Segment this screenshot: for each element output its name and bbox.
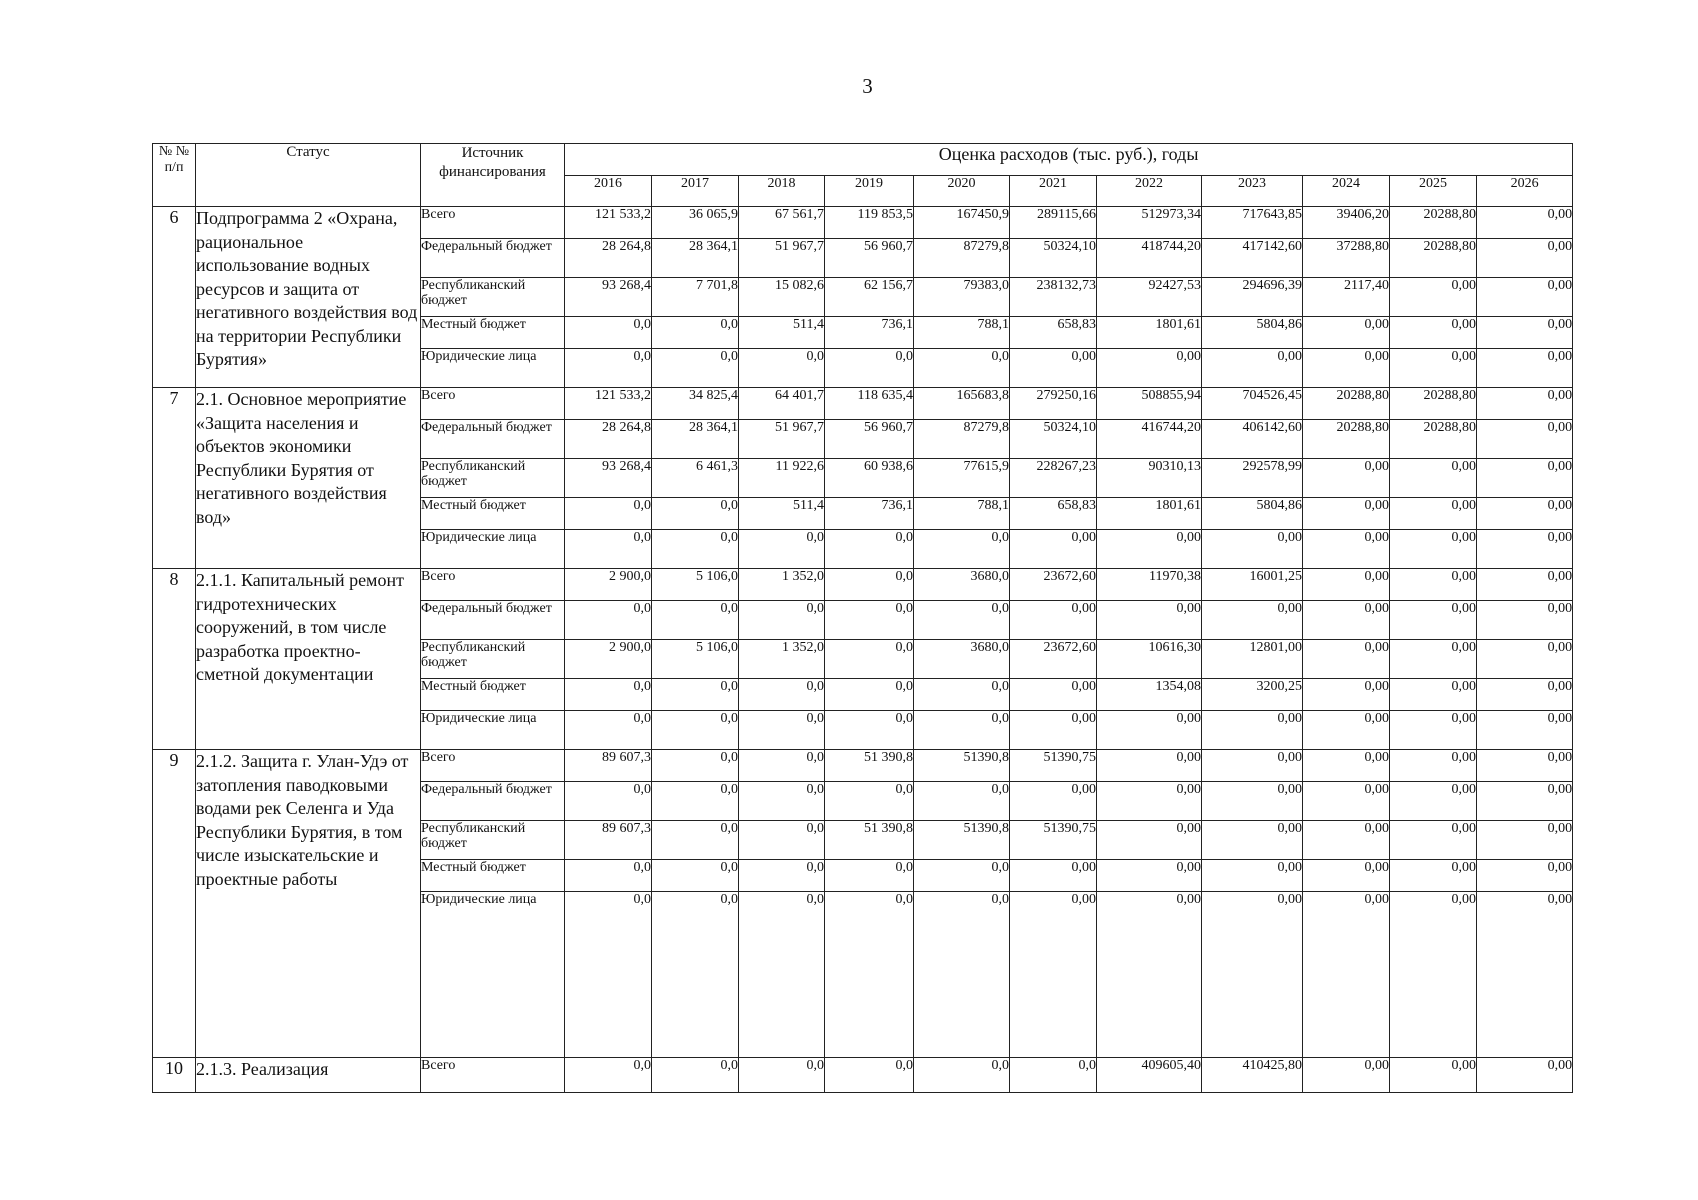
value-cell: 0,0 (565, 530, 652, 569)
value-cell: 736,1 (825, 317, 914, 349)
year-header: 2023 (1202, 176, 1303, 207)
funding-source-cell: Всего (421, 207, 565, 239)
value-cell: 23672,60 (1010, 640, 1097, 679)
value-cell: 0,0 (1010, 1058, 1097, 1093)
value-cell: 0,00 (1010, 892, 1097, 1058)
value-cell: 0,0 (652, 601, 739, 640)
value-cell: 37288,80 (1303, 239, 1390, 278)
value-cell: 0,0 (652, 860, 739, 892)
funding-source-cell: Всего (421, 388, 565, 420)
value-cell: 0,00 (1202, 530, 1303, 569)
value-cell: 0,00 (1390, 459, 1477, 498)
value-cell: 121 533,2 (565, 207, 652, 239)
value-cell: 0,0 (825, 892, 914, 1058)
value-cell: 0,0 (914, 711, 1010, 750)
value-cell: 119 853,5 (825, 207, 914, 239)
value-cell: 3200,25 (1202, 679, 1303, 711)
year-header: 2017 (652, 176, 739, 207)
value-cell: 51 390,8 (825, 821, 914, 860)
value-cell: 0,00 (1303, 349, 1390, 388)
value-cell: 0,0 (739, 530, 825, 569)
value-cell: 28 264,8 (565, 239, 652, 278)
value-cell: 2 900,0 (565, 640, 652, 679)
value-cell: 0,0 (914, 679, 1010, 711)
status-cell: 2.1.1. Капитальный ремонт гидротехнических сооружений, в том числе разработка проектно-сметной документации (196, 569, 421, 750)
funding-source-cell: Местный бюджет (421, 317, 565, 349)
value-cell: 0,0 (825, 679, 914, 711)
value-cell: 0,0 (739, 782, 825, 821)
col-header-estimate: Оценка расходов (тыс. руб.), годы (565, 144, 1573, 176)
value-cell: 0,00 (1390, 278, 1477, 317)
value-cell: 0,0 (565, 498, 652, 530)
value-cell: 118 635,4 (825, 388, 914, 420)
value-cell: 512973,34 (1097, 207, 1202, 239)
value-cell: 0,00 (1390, 892, 1477, 1058)
col-header-status: Статус (196, 144, 421, 207)
value-cell: 511,4 (739, 498, 825, 530)
value-cell: 1354,08 (1097, 679, 1202, 711)
value-cell: 0,0 (652, 711, 739, 750)
value-cell: 28 364,1 (652, 420, 739, 459)
funding-source-cell: Республиканский бюджет (421, 640, 565, 679)
col-header-number: № № п/п (153, 144, 196, 207)
funding-source-cell: Федеральный бюджет (421, 601, 565, 640)
value-cell: 0,0 (914, 782, 1010, 821)
value-cell: 0,0 (739, 679, 825, 711)
value-cell: 0,00 (1097, 782, 1202, 821)
value-cell: 717643,85 (1202, 207, 1303, 239)
value-cell: 77615,9 (914, 459, 1010, 498)
value-cell: 0,00 (1303, 317, 1390, 349)
value-cell: 0,00 (1390, 711, 1477, 750)
value-cell: 0,00 (1010, 601, 1097, 640)
value-cell: 0,00 (1390, 750, 1477, 782)
value-cell: 0,0 (825, 569, 914, 601)
value-cell: 67 561,7 (739, 207, 825, 239)
value-cell: 167450,9 (914, 207, 1010, 239)
funding-source-cell: Всего (421, 569, 565, 601)
value-cell: 416744,20 (1097, 420, 1202, 459)
value-cell: 0,00 (1303, 860, 1390, 892)
value-cell: 51390,8 (914, 821, 1010, 860)
value-cell: 28 364,1 (652, 239, 739, 278)
value-cell: 0,00 (1390, 349, 1477, 388)
value-cell: 0,00 (1202, 892, 1303, 1058)
value-cell: 0,00 (1097, 601, 1202, 640)
value-cell: 0,00 (1303, 601, 1390, 640)
col-header-source: Источник финансирования (421, 144, 565, 207)
value-cell: 62 156,7 (825, 278, 914, 317)
value-cell: 0,00 (1477, 569, 1573, 601)
value-cell: 0,0 (914, 1058, 1010, 1093)
value-cell: 0,0 (652, 1058, 739, 1093)
funding-source-cell: Юридические лица (421, 530, 565, 569)
value-cell: 11 922,6 (739, 459, 825, 498)
value-cell: 0,0 (914, 349, 1010, 388)
value-cell: 0,00 (1097, 821, 1202, 860)
value-cell: 51390,75 (1010, 821, 1097, 860)
funding-source-cell: Республиканский бюджет (421, 821, 565, 860)
value-cell: 50324,10 (1010, 239, 1097, 278)
value-cell: 0,0 (565, 860, 652, 892)
value-cell: 56 960,7 (825, 239, 914, 278)
value-cell: 0,00 (1477, 420, 1573, 459)
value-cell: 0,0 (652, 750, 739, 782)
value-cell: 0,0 (565, 1058, 652, 1093)
value-cell: 0,00 (1202, 860, 1303, 892)
value-cell: 736,1 (825, 498, 914, 530)
value-cell: 228267,23 (1010, 459, 1097, 498)
value-cell: 0,00 (1477, 317, 1573, 349)
funding-source-cell: Всего (421, 1058, 565, 1093)
value-cell: 0,0 (565, 782, 652, 821)
value-cell: 20288,80 (1303, 420, 1390, 459)
value-cell: 93 268,4 (565, 459, 652, 498)
value-cell: 0,0 (739, 1058, 825, 1093)
value-cell: 0,0 (825, 601, 914, 640)
value-cell: 0,00 (1097, 860, 1202, 892)
value-cell: 0,0 (565, 679, 652, 711)
value-cell: 0,0 (652, 498, 739, 530)
value-cell: 418744,20 (1097, 239, 1202, 278)
value-cell: 0,0 (914, 601, 1010, 640)
value-cell: 0,00 (1202, 782, 1303, 821)
funding-source-cell: Республиканский бюджет (421, 459, 565, 498)
value-cell: 165683,8 (914, 388, 1010, 420)
value-cell: 409605,40 (1097, 1058, 1202, 1093)
value-cell: 87279,8 (914, 420, 1010, 459)
value-cell: 0,0 (825, 860, 914, 892)
value-cell: 89 607,3 (565, 750, 652, 782)
header-row (153, 144, 1573, 176)
value-cell: 0,0 (825, 640, 914, 679)
value-cell: 292578,99 (1202, 459, 1303, 498)
value-cell: 20288,80 (1390, 388, 1477, 420)
value-cell: 0,00 (1097, 892, 1202, 1058)
value-cell: 0,0 (914, 860, 1010, 892)
value-cell: 39406,20 (1303, 207, 1390, 239)
value-cell: 0,00 (1477, 530, 1573, 569)
value-cell: 0,0 (825, 349, 914, 388)
year-header: 2020 (914, 176, 1010, 207)
value-cell: 0,00 (1010, 349, 1097, 388)
value-cell: 658,83 (1010, 317, 1097, 349)
value-cell: 0,00 (1477, 239, 1573, 278)
value-cell: 0,0 (652, 679, 739, 711)
value-cell: 658,83 (1010, 498, 1097, 530)
value-cell: 406142,60 (1202, 420, 1303, 459)
value-cell: 51390,75 (1010, 750, 1097, 782)
value-cell: 51 390,8 (825, 750, 914, 782)
value-cell: 5804,86 (1202, 498, 1303, 530)
value-cell: 0,00 (1202, 349, 1303, 388)
value-cell: 238132,73 (1010, 278, 1097, 317)
value-cell: 3680,0 (914, 640, 1010, 679)
value-cell: 0,0 (652, 530, 739, 569)
status-cell: Подпрограмма 2 «Охрана, рациональное использование водных ресурсов и защита от негативного воздействия вод на территории Республики Бурятия» (196, 207, 421, 388)
value-cell: 0,00 (1010, 679, 1097, 711)
year-header: 2019 (825, 176, 914, 207)
funding-source-cell: Юридические лица (421, 349, 565, 388)
value-cell: 0,00 (1477, 498, 1573, 530)
value-cell: 0,00 (1390, 782, 1477, 821)
value-cell: 0,0 (565, 892, 652, 1058)
value-cell: 1 352,0 (739, 569, 825, 601)
value-cell: 0,00 (1202, 750, 1303, 782)
value-cell: 0,00 (1390, 317, 1477, 349)
value-cell: 0,0 (565, 349, 652, 388)
value-cell: 0,0 (739, 892, 825, 1058)
value-cell: 508855,94 (1097, 388, 1202, 420)
value-cell: 79383,0 (914, 278, 1010, 317)
budget-table (152, 143, 1573, 1093)
value-cell: 0,0 (652, 782, 739, 821)
value-cell: 11970,38 (1097, 569, 1202, 601)
value-cell: 90310,13 (1097, 459, 1202, 498)
value-cell: 10616,30 (1097, 640, 1202, 679)
value-cell: 0,00 (1477, 711, 1573, 750)
value-cell: 0,00 (1477, 278, 1573, 317)
value-cell: 36 065,9 (652, 207, 739, 239)
value-cell: 1801,61 (1097, 498, 1202, 530)
value-cell: 0,0 (652, 349, 739, 388)
funding-source-cell: Федеральный бюджет (421, 420, 565, 459)
value-cell: 0,00 (1303, 1058, 1390, 1093)
value-cell: 0,00 (1390, 679, 1477, 711)
value-cell: 0,00 (1477, 860, 1573, 892)
value-cell: 0,00 (1303, 892, 1390, 1058)
value-cell: 0,0 (914, 892, 1010, 1058)
value-cell: 0,0 (565, 601, 652, 640)
status-cell: 2.1.2. Защита г. Улан-Удэ от затопления паводковыми водами рек Селенга и Уда Республики Бурятия, в том числе изыскательские и проектные работы (196, 750, 421, 1058)
value-cell: 0,0 (739, 601, 825, 640)
value-cell: 20288,80 (1390, 420, 1477, 459)
value-cell: 0,00 (1010, 530, 1097, 569)
row-number: 7 (153, 388, 196, 569)
value-cell: 0,00 (1303, 782, 1390, 821)
row-number: 8 (153, 569, 196, 750)
value-cell: 788,1 (914, 317, 1010, 349)
value-cell: 5804,86 (1202, 317, 1303, 349)
value-cell: 0,00 (1303, 569, 1390, 601)
value-cell: 0,00 (1303, 679, 1390, 711)
value-cell: 1 352,0 (739, 640, 825, 679)
row-number: 6 (153, 207, 196, 388)
value-cell: 0,00 (1477, 349, 1573, 388)
value-cell: 0,0 (739, 711, 825, 750)
value-cell: 0,00 (1477, 459, 1573, 498)
value-cell: 64 401,7 (739, 388, 825, 420)
value-cell: 92427,53 (1097, 278, 1202, 317)
value-cell: 0,00 (1477, 750, 1573, 782)
year-header: 2025 (1390, 176, 1477, 207)
year-header: 2024 (1303, 176, 1390, 207)
value-cell: 20288,80 (1303, 388, 1390, 420)
funding-source-cell: Федеральный бюджет (421, 239, 565, 278)
value-cell: 0,00 (1097, 711, 1202, 750)
value-cell: 511,4 (739, 317, 825, 349)
funding-source-cell: Местный бюджет (421, 679, 565, 711)
value-cell: 0,00 (1477, 640, 1573, 679)
value-cell: 0,00 (1390, 860, 1477, 892)
value-cell: 0,00 (1477, 1058, 1573, 1093)
value-cell: 12801,00 (1202, 640, 1303, 679)
value-cell: 0,00 (1390, 640, 1477, 679)
value-cell: 0,0 (652, 821, 739, 860)
year-header: 2018 (739, 176, 825, 207)
value-cell: 87279,8 (914, 239, 1010, 278)
value-cell: 0,0 (914, 530, 1010, 569)
value-cell: 0,00 (1477, 782, 1573, 821)
funding-source-cell: Всего (421, 750, 565, 782)
page-number: 3 (862, 74, 873, 98)
value-cell: 51390,8 (914, 750, 1010, 782)
value-cell: 0,0 (739, 860, 825, 892)
funding-source-cell: Юридические лица (421, 892, 565, 1058)
value-cell: 16001,25 (1202, 569, 1303, 601)
value-cell: 0,00 (1303, 711, 1390, 750)
value-cell: 6 461,3 (652, 459, 739, 498)
value-cell: 0,00 (1303, 821, 1390, 860)
row-number: 9 (153, 750, 196, 1058)
status-cell: 2.1.3. Реализация (196, 1058, 421, 1093)
value-cell: 0,0 (739, 349, 825, 388)
table-body (153, 207, 1573, 1093)
table-row (153, 207, 1573, 239)
value-cell: 7 701,8 (652, 278, 739, 317)
value-cell: 279250,16 (1010, 388, 1097, 420)
value-cell: 5 106,0 (652, 640, 739, 679)
value-cell: 0,00 (1477, 388, 1573, 420)
value-cell: 289115,66 (1010, 207, 1097, 239)
value-cell: 0,0 (739, 750, 825, 782)
value-cell: 294696,39 (1202, 278, 1303, 317)
value-cell: 0,0 (825, 711, 914, 750)
value-cell: 3680,0 (914, 569, 1010, 601)
value-cell: 51 967,7 (739, 420, 825, 459)
value-cell: 0,00 (1390, 821, 1477, 860)
year-header: 2021 (1010, 176, 1097, 207)
value-cell: 1801,61 (1097, 317, 1202, 349)
value-cell: 0,00 (1390, 498, 1477, 530)
year-header: 2022 (1097, 176, 1202, 207)
value-cell: 89 607,3 (565, 821, 652, 860)
value-cell: 2117,40 (1303, 278, 1390, 317)
value-cell: 0,00 (1097, 530, 1202, 569)
funding-source-cell: Федеральный бюджет (421, 782, 565, 821)
value-cell: 0,00 (1390, 1058, 1477, 1093)
table-row (153, 388, 1573, 420)
value-cell: 20288,80 (1390, 207, 1477, 239)
value-cell: 0,0 (825, 1058, 914, 1093)
value-cell: 51 967,7 (739, 239, 825, 278)
row-number: 10 (153, 1058, 196, 1093)
value-cell: 0,00 (1097, 349, 1202, 388)
funding-source-cell: Местный бюджет (421, 498, 565, 530)
year-header: 2016 (565, 176, 652, 207)
value-cell: 28 264,8 (565, 420, 652, 459)
value-cell: 0,0 (825, 782, 914, 821)
value-cell: 121 533,2 (565, 388, 652, 420)
value-cell: 23672,60 (1010, 569, 1097, 601)
funding-source-cell: Местный бюджет (421, 860, 565, 892)
value-cell: 0,00 (1202, 711, 1303, 750)
year-header: 2026 (1477, 176, 1573, 207)
value-cell: 0,00 (1303, 640, 1390, 679)
value-cell: 788,1 (914, 498, 1010, 530)
value-cell: 0,0 (652, 892, 739, 1058)
value-cell: 20288,80 (1390, 239, 1477, 278)
value-cell: 0,0 (739, 821, 825, 860)
value-cell: 0,00 (1390, 569, 1477, 601)
value-cell: 0,00 (1202, 821, 1303, 860)
value-cell: 15 082,6 (739, 278, 825, 317)
value-cell: 0,00 (1202, 601, 1303, 640)
value-cell: 93 268,4 (565, 278, 652, 317)
value-cell: 50324,10 (1010, 420, 1097, 459)
table-row (153, 1058, 1573, 1093)
value-cell: 0,00 (1477, 821, 1573, 860)
value-cell: 0,00 (1303, 530, 1390, 569)
table-row (153, 750, 1573, 782)
value-cell: 0,00 (1390, 530, 1477, 569)
value-cell: 0,00 (1303, 459, 1390, 498)
value-cell: 2 900,0 (565, 569, 652, 601)
value-cell: 417142,60 (1202, 239, 1303, 278)
value-cell: 0,0 (565, 317, 652, 349)
value-cell: 0,00 (1303, 498, 1390, 530)
funding-source-cell: Республиканский бюджет (421, 278, 565, 317)
value-cell: 0,00 (1010, 711, 1097, 750)
value-cell: 0,0 (825, 530, 914, 569)
funding-source-cell: Юридические лица (421, 711, 565, 750)
value-cell: 0,00 (1303, 750, 1390, 782)
value-cell: 0,00 (1477, 601, 1573, 640)
value-cell: 0,00 (1477, 892, 1573, 1058)
value-cell: 56 960,7 (825, 420, 914, 459)
value-cell: 60 938,6 (825, 459, 914, 498)
value-cell: 0,00 (1010, 860, 1097, 892)
value-cell: 0,00 (1390, 601, 1477, 640)
status-cell: 2.1. Основное мероприятие «Защита населения и объектов экономики Республики Бурятия от негативного воздействия вод» (196, 388, 421, 569)
value-cell: 704526,45 (1202, 388, 1303, 420)
value-cell: 410425,80 (1202, 1058, 1303, 1093)
value-cell: 0,0 (652, 317, 739, 349)
value-cell: 5 106,0 (652, 569, 739, 601)
table-row (153, 569, 1573, 601)
value-cell: 0,00 (1097, 750, 1202, 782)
value-cell: 0,0 (565, 711, 652, 750)
value-cell: 0,00 (1010, 782, 1097, 821)
value-cell: 34 825,4 (652, 388, 739, 420)
value-cell: 0,00 (1477, 207, 1573, 239)
value-cell: 0,00 (1477, 679, 1573, 711)
